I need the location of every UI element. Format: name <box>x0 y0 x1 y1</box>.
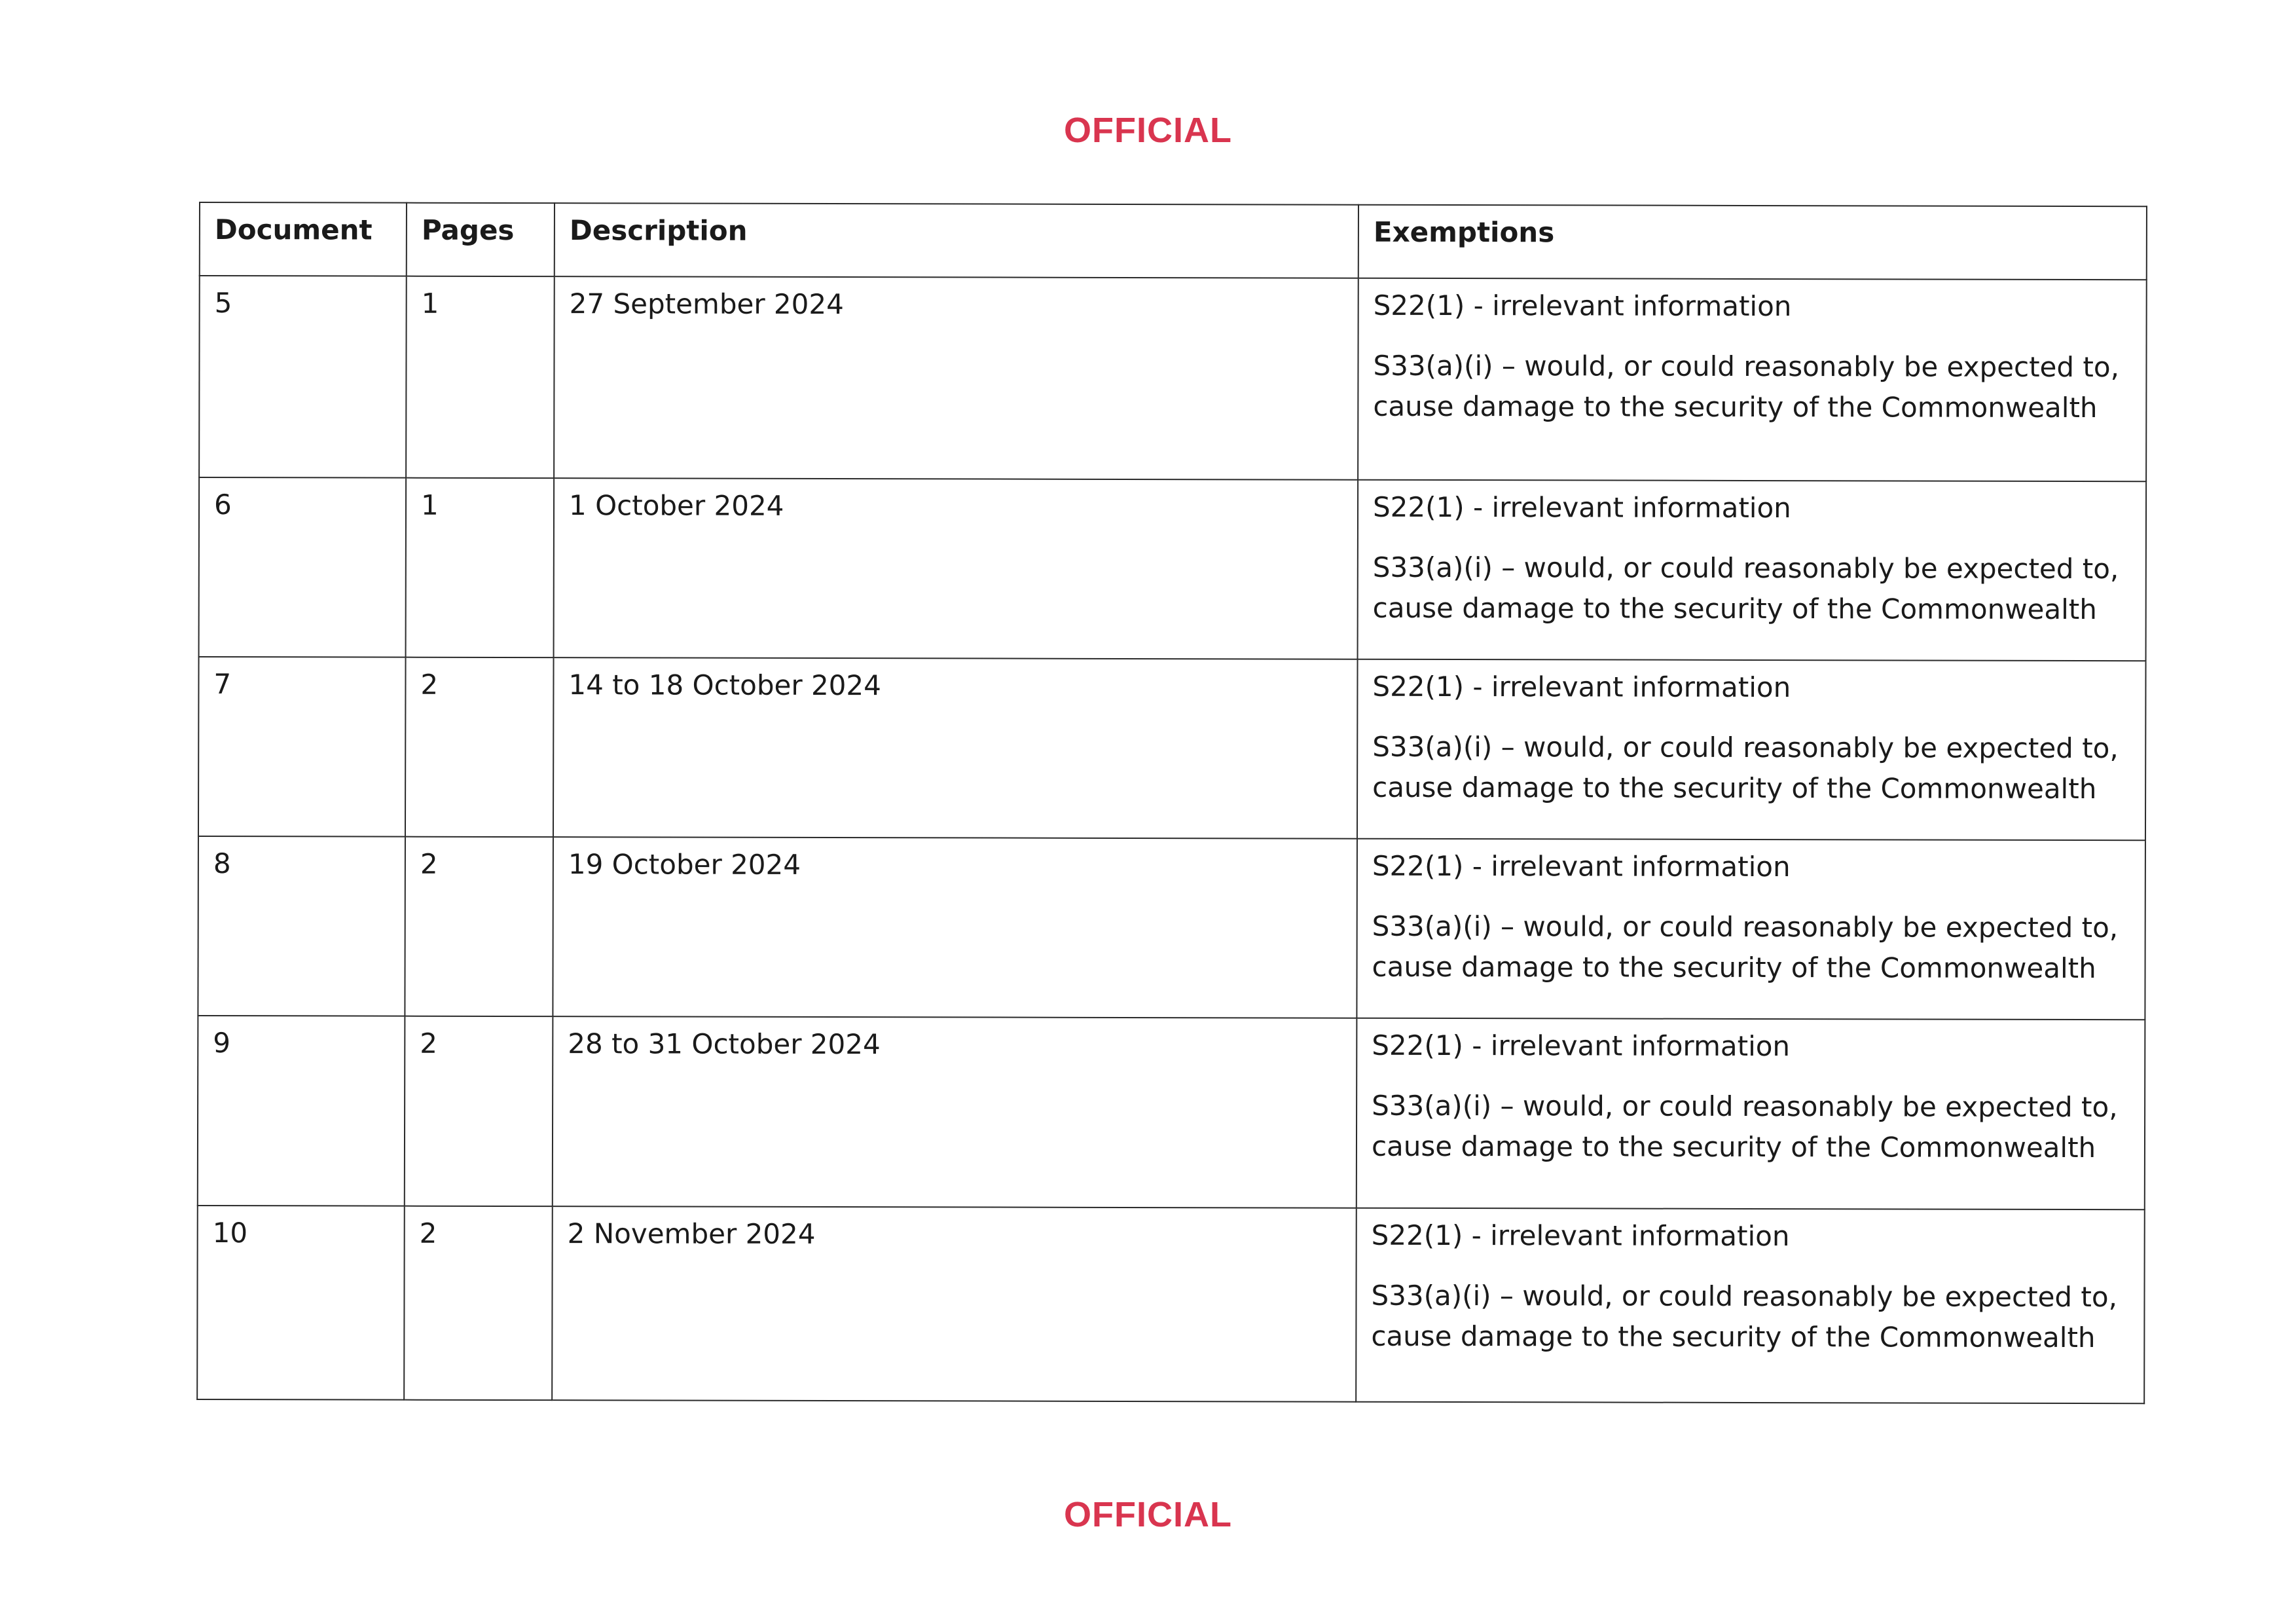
cell-document: 5 <box>199 276 407 478</box>
cell-pages: 2 <box>405 837 553 1016</box>
header-description: Description <box>555 203 1358 278</box>
cell-document: 9 <box>198 1016 405 1206</box>
exemption-s22: S22(1) - irrelevant information <box>1372 670 1791 704</box>
cell-document: 8 <box>198 836 405 1016</box>
exemption-s33: S33(a)(i) – would, or could reasonably be expected to, cause damage to the security of the Commonwealth <box>1371 1279 2118 1354</box>
header-exemptions: Exemptions <box>1358 205 2147 280</box>
document-schedule-table <box>196 202 2147 1404</box>
table-row <box>198 1016 2145 1209</box>
cell-description: 27 September 2024 <box>554 276 1358 480</box>
cell-description: 28 to 31 October 2024 <box>553 1016 1357 1208</box>
cell-pages: 2 <box>405 657 554 837</box>
cell-description: 14 to 18 October 2024 <box>553 657 1358 839</box>
cell-exemptions <box>1356 1208 2145 1404</box>
cell-exemptions <box>1357 659 2146 841</box>
exemption-s22: S22(1) - irrelevant information <box>1371 1219 1790 1253</box>
cell-description: 2 November 2024 <box>552 1206 1357 1402</box>
cell-pages: 2 <box>405 1016 553 1206</box>
security-marking-bottom: OFFICIAL <box>1064 1495 1232 1534</box>
cell-pages: 1 <box>406 276 555 478</box>
security-marking-top: OFFICIAL <box>1064 111 1232 150</box>
cell-exemptions <box>1358 480 2147 661</box>
table-row <box>199 276 2147 481</box>
table-row <box>198 657 2146 840</box>
cell-exemptions <box>1357 839 2145 1020</box>
header-document: Document <box>200 202 407 276</box>
cell-description: 19 October 2024 <box>553 837 1357 1018</box>
cell-document: 6 <box>199 477 407 657</box>
table-row <box>198 836 2145 1020</box>
cell-document: 7 <box>198 657 406 837</box>
exemption-s22: S22(1) - irrelevant information <box>1373 289 1792 323</box>
exemption-s22: S22(1) - irrelevant information <box>1372 490 1791 525</box>
exemption-s33: S33(a)(i) – would, or could reasonably be expected to, cause damage to the security of the Commonwealth <box>1372 910 2119 985</box>
exemption-s33: S33(a)(i) – would, or could reasonably be expected to, cause damage to the security of the Commonwealth <box>1372 730 2119 805</box>
cell-pages: 1 <box>406 478 555 657</box>
table-row <box>199 477 2147 661</box>
cell-exemptions <box>1357 1018 2145 1210</box>
table-header-row <box>200 202 2147 280</box>
header-pages: Pages <box>407 203 555 276</box>
cell-pages: 2 <box>404 1206 553 1400</box>
table-row <box>197 1206 2145 1403</box>
exemption-s33: S33(a)(i) – would, or could reasonably be expected to, cause damage to the security of the Commonwealth <box>1371 1089 2118 1164</box>
exemption-s22: S22(1) - irrelevant information <box>1372 1029 1791 1063</box>
exemption-s33: S33(a)(i) – would, or could reasonably be expected to, cause damage to the security of the Commonwealth <box>1372 551 2119 626</box>
cell-exemptions <box>1358 278 2147 482</box>
cell-description: 1 October 2024 <box>554 478 1358 659</box>
cell-document: 10 <box>197 1206 405 1400</box>
exemption-s33: S33(a)(i) – would, or could reasonably be expected to, cause damage to the security of the Commonwealth <box>1373 349 2120 424</box>
exemption-s22: S22(1) - irrelevant information <box>1372 849 1791 883</box>
